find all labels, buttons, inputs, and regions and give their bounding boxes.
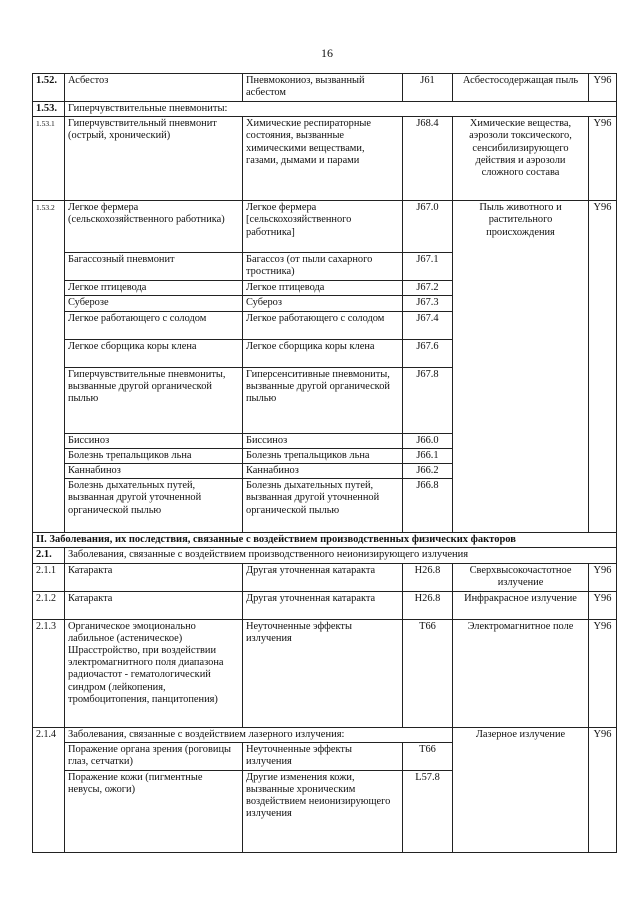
group-heading: Заболевания, связанные с воздействием производственного неионизирующего излучения: [65, 548, 617, 563]
row-number: 1.53.2: [33, 201, 65, 533]
section-heading: II. Заболевания, их последствия, связанные с воздействием производственных физических факторов: [33, 533, 617, 548]
ref-code: Y96: [589, 74, 617, 102]
disease-name: Легкое птицевода: [65, 281, 243, 296]
icd-code: J66.1: [403, 448, 453, 463]
ref-code: Y96: [589, 619, 617, 727]
table-row: [33, 727, 617, 742]
disease-name: Гиперчувствительный пневмонит (острый, хронический): [65, 117, 243, 201]
icd-code: J67.1: [403, 253, 453, 281]
condition-name: Пневмокониоз, вызванный асбестом: [243, 74, 403, 102]
table-row: [33, 533, 617, 548]
factor: Сверхвысокочастотное излучение: [453, 563, 589, 591]
condition-name: Другая уточненная катаракта: [243, 591, 403, 619]
ref-code: Y96: [589, 563, 617, 591]
row-number: 1.53.1: [33, 117, 65, 201]
condition-name: Неуточненные эффекты излучения: [243, 619, 403, 727]
row-number: 2.1.4: [33, 727, 65, 852]
disease-name: Легкое работающего с солодом: [65, 311, 243, 339]
condition-name: Гиперсенситивные пневмониты, вызванные другой органической пылью: [243, 367, 403, 433]
condition-name: Легкое работающего с солодом: [243, 311, 403, 339]
icd-code: T66: [403, 619, 453, 727]
condition-name: Легкое сборщика коры клена: [243, 339, 403, 367]
factor: Электромагнитное поле: [453, 619, 589, 727]
row-number: 2.1.1: [33, 563, 65, 591]
ref-code: Y96: [589, 201, 617, 533]
table-row: [33, 74, 617, 102]
condition-name: Субероз: [243, 296, 403, 311]
disease-name: Поражение органа зрения (роговицы глаз, сетчатки): [65, 742, 243, 770]
table-row: [33, 201, 617, 253]
ref-code: Y96: [589, 591, 617, 619]
factor: Лазерное излучение: [453, 727, 589, 852]
factor: Асбестосодержащая пыль: [453, 74, 589, 102]
icd-code: J67.0: [403, 201, 453, 253]
condition-name: Болезнь дыхательных путей, вызванная другой уточненной органической пылью: [243, 479, 403, 533]
row-number: 2.1.2: [33, 591, 65, 619]
factor: Инфракрасное излучение: [453, 591, 589, 619]
row-number: 2.1.: [33, 548, 65, 563]
condition-name: Каннабиноз: [243, 464, 403, 479]
condition-name: Другая уточненная катаракта: [243, 563, 403, 591]
condition-name: Биссиноз: [243, 433, 403, 448]
condition-name: Болезнь трепальщиков льна: [243, 448, 403, 463]
icd-code: T66: [403, 742, 453, 770]
disease-name: Болезнь дыхательных путей, вызванная другой уточненной органической пылью: [65, 479, 243, 533]
table-row: [33, 102, 617, 117]
table-row: [33, 117, 617, 201]
icd-code: H26.8: [403, 563, 453, 591]
icd-code: J61: [403, 74, 453, 102]
row-number: 2.1.3: [33, 619, 65, 727]
disease-name: Гиперчувствительные пневмониты, вызванные другой органической пылью: [65, 367, 243, 433]
page-number: 16: [321, 46, 333, 60]
disease-name: Поражение кожи (пигментные невусы, ожоги): [65, 770, 243, 852]
icd-code: J67.2: [403, 281, 453, 296]
condition-name: Другие изменения кожи, вызванные хроническим воздействием неионизирующего излучения: [243, 770, 403, 852]
disease-name: Катаракта: [65, 563, 243, 591]
disease-name: Органическое эмоционально лабильное (астеническое) Шрасстройство, при воздействии электромагнитного поля диапазона радиочастот - гематологический синдром (лейкопения, тромбоцитопения, панцитопения): [65, 619, 243, 727]
disease-name: Легкое фермера (сельскохозяйственного работника): [65, 201, 243, 253]
group-heading: Заболевания, связанные с воздействием лазерного излучения:: [65, 727, 453, 742]
ref-code: Y96: [589, 727, 617, 852]
table-row: [33, 563, 617, 591]
icd-code: J68.4: [403, 117, 453, 201]
condition-name: Легкое фермера [сельскохозяйственного работника]: [243, 201, 403, 253]
icd-code: H26.8: [403, 591, 453, 619]
icd-code: J67.8: [403, 367, 453, 433]
icd-code: L57.8: [403, 770, 453, 852]
disease-table: [32, 73, 617, 853]
table-row: [33, 548, 617, 563]
condition-name: Химические респираторные состояния, вызванные химическими веществами, газами, дымами и парами: [243, 117, 403, 201]
condition-name: Неуточненные эффекты излучения: [243, 742, 403, 770]
disease-name: Легкое сборщика коры клена: [65, 339, 243, 367]
disease-name: Асбестоз: [65, 74, 243, 102]
icd-code: J67.6: [403, 339, 453, 367]
condition-name: Багассоз (от пыли сахарного тростника): [243, 253, 403, 281]
icd-code: J66.2: [403, 464, 453, 479]
icd-code: J67.4: [403, 311, 453, 339]
row-number: 1.52.: [33, 74, 65, 102]
condition-name: Легкое птицевода: [243, 281, 403, 296]
disease-name: Биссиноз: [65, 433, 243, 448]
ref-code: Y96: [589, 117, 617, 201]
group-heading: Гиперчувствительные пневмониты:: [65, 102, 617, 117]
disease-name: Болезнь трепальщиков льна: [65, 448, 243, 463]
disease-name: Багассозный пневмонит: [65, 253, 243, 281]
disease-name: Суберозе: [65, 296, 243, 311]
icd-code: J67.3: [403, 296, 453, 311]
table-row: [33, 591, 617, 619]
table-row: [33, 619, 617, 727]
icd-code: J66.8: [403, 479, 453, 533]
disease-name: Каннабиноз: [65, 464, 243, 479]
row-number: 1.53.: [33, 102, 65, 117]
factor: Пыль животного и растительного происхождения: [453, 201, 589, 533]
factor: Химические вещества, аэрозоли токсического, сенсибилизирующего действия и аэрозоли сложного состава: [453, 117, 589, 201]
disease-name: Катаракта: [65, 591, 243, 619]
icd-code: J66.0: [403, 433, 453, 448]
